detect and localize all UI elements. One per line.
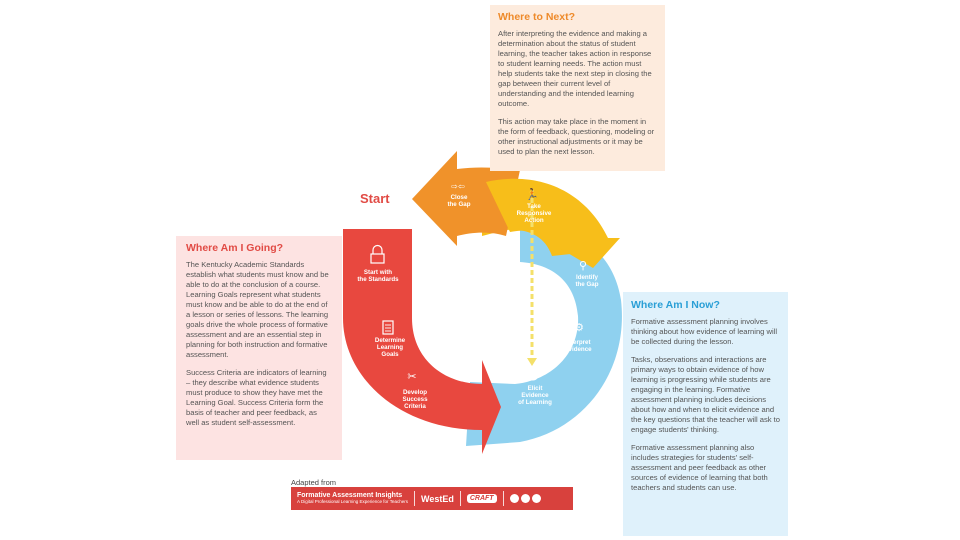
craft-logo: CRAFT bbox=[467, 494, 497, 503]
tools-icon: ✂ bbox=[407, 370, 417, 383]
logo-divider bbox=[503, 491, 504, 506]
where-to-next-para-2: This action may take place in the moment in the form of feedback, questioning, modeling or other instructional adjustments or it may be used to plan the next lesson. bbox=[498, 117, 655, 157]
where-am-i-now-para-2: Tasks, observations and interactions are primary ways to obtain evidence of how learning is progressing while students are engaging in the learning. Formative assessment planning includes decisions about how and when to elicit evidence and the key questions that the teacher will ask to engage students' thinking. bbox=[631, 355, 781, 435]
label-take-action: Take Responsive Action bbox=[516, 203, 552, 224]
partner-circle bbox=[532, 494, 541, 503]
where-am-i-now-title: Where Am I Now? bbox=[631, 299, 720, 311]
label-identify-gap: Identify the Gap bbox=[575, 274, 599, 288]
where-am-i-now-para-3: Formative assessment planning also includes strategies for students' self-assessment and peer feedback as other sources of evidence of learning that both teachers and students can use. bbox=[631, 443, 768, 493]
attribution-logo-bar bbox=[291, 487, 573, 510]
search-icon: ⚲ bbox=[578, 259, 588, 272]
start-label: Start bbox=[360, 191, 390, 206]
gear-icon: ⚙ bbox=[574, 321, 584, 334]
fai-logo-title: Formative Assessment Insights bbox=[297, 492, 403, 500]
fai-logo bbox=[297, 492, 408, 504]
thumbs-up-icon bbox=[528, 370, 538, 380]
where-am-i-going-box bbox=[176, 236, 342, 460]
label-determine: Determine Learning Goals bbox=[374, 337, 406, 358]
dashed-divider-arrow bbox=[527, 358, 537, 366]
label-interpret: Interpret Evidence bbox=[564, 339, 592, 353]
label-close-gap: Close the Gap bbox=[447, 194, 471, 208]
where-am-i-now-box bbox=[623, 292, 788, 536]
where-am-i-going-para-1: The Kentucky Academic Standards establish what students must know and be able to do at the conclusion of a course. Learning Goals represent what students must know and be able to do at the end of a lesson or series of lessons. The learning goals drive the whole process of formative assessment and are an essential step in planning for both instruction and formative assessment. bbox=[186, 260, 329, 360]
arrows-icon: ⇨⇦ bbox=[451, 182, 465, 191]
wested-logo: WestEd bbox=[420, 493, 454, 504]
partner-circle bbox=[521, 494, 530, 503]
red-arc-body bbox=[343, 229, 501, 454]
label-start-with: Start with the Standards bbox=[357, 269, 399, 283]
adapted-from-label: Adapted from bbox=[291, 478, 337, 487]
fai-logo-subtitle: A Digital Professional Learning Experience for Teachers bbox=[297, 498, 408, 504]
label-develop: Develop Success Criteria bbox=[402, 389, 428, 410]
logo-divider bbox=[460, 491, 461, 506]
runner-icon: 🏃 bbox=[525, 188, 539, 201]
logo-divider bbox=[414, 491, 415, 506]
where-am-i-now-para-1: Formative assessment planning involves thinking about how evidence of learning will be collected during the lesson. bbox=[631, 317, 778, 347]
partner-logo-circles bbox=[510, 494, 541, 503]
where-to-next-box bbox=[490, 5, 665, 171]
where-to-next-para-1: After interpreting the evidence and making a determination about the status of student learning, the teacher takes action in response to student learning needs. The action must help students take the next step in closing the gap between their current level of understanding and the intended learning outcome. bbox=[498, 29, 652, 109]
where-am-i-going-para-2: Success Criteria are indicators of learning – they describe what evidence students must produce to show they have met the Learning Goal. Success Criteria form the basis of teacher and peer feedback, as well as student self-assessment. bbox=[186, 368, 327, 428]
where-am-i-going-title: Where Am I Going? bbox=[186, 242, 284, 254]
label-elicit: Elicit Evidence of Learning bbox=[518, 385, 552, 406]
partner-circle bbox=[510, 494, 519, 503]
where-to-next-title: Where to Next? bbox=[498, 11, 576, 23]
